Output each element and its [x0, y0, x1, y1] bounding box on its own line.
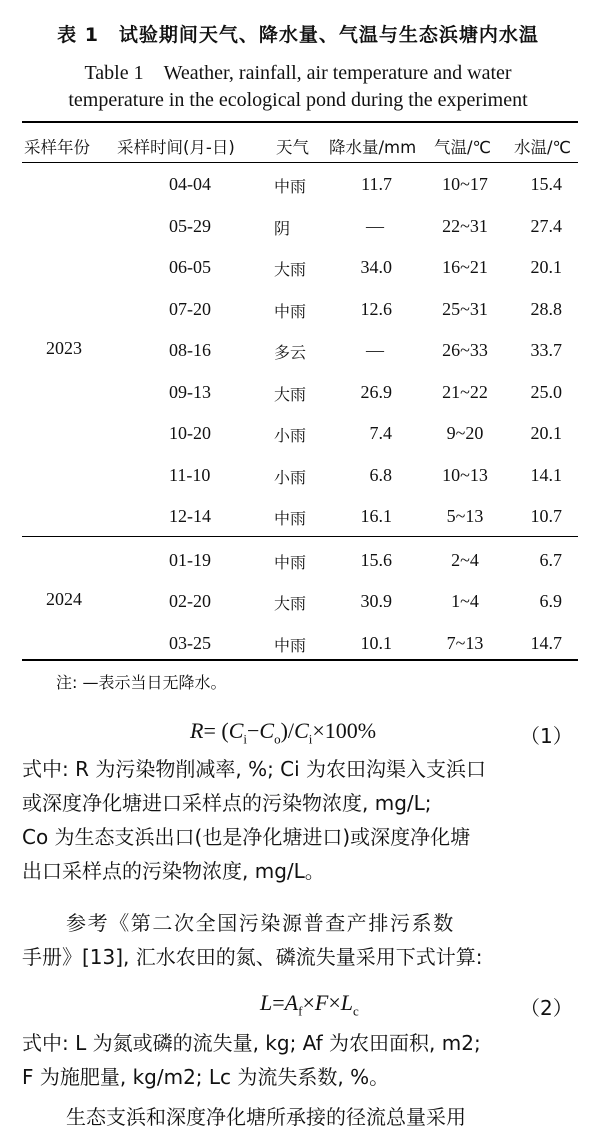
para-reference — [22, 906, 582, 974]
table-cell: 中雨 — [274, 509, 307, 528]
table-cell: 10.7 — [530, 506, 562, 526]
para3-line: 式中: L 为氮或磷的流失量, kg; Af 为农田面积, m2; — [22, 1031, 481, 1055]
table-cell: 7~13 — [446, 632, 484, 653]
table-cell: 7.4 — [369, 423, 392, 443]
header-weather: 天气 — [276, 138, 309, 157]
table-cell: 22~31 — [442, 215, 488, 236]
equation-1-number: （1） — [520, 724, 573, 748]
table-cell: — — [366, 340, 384, 360]
para-runoff: 生态支浜和深度净化塘所承接的径流总量采用 — [66, 1105, 466, 1129]
table-cell: 9~20 — [446, 423, 484, 443]
table-top-rule — [22, 121, 578, 123]
table-cell: 25~31 — [442, 298, 488, 319]
table-cell: 中雨 — [274, 635, 307, 655]
table-cell: 12.6 — [360, 298, 392, 319]
table-cell: — — [366, 215, 384, 236]
equation-2: $L=A_f\times F\times L_c$ — [260, 990, 359, 1019]
table-cell: 06-05 — [169, 257, 211, 277]
table-cell: 04-04 — [169, 174, 211, 194]
table-cell: 1~4 — [451, 591, 479, 611]
para1-line: 出口采样点的污染物浓度, mg/L。 — [22, 859, 325, 883]
table-cell: 大雨 — [274, 384, 307, 404]
table-cell: 33.7 — [530, 340, 562, 360]
table-cell: 26.9 — [360, 381, 392, 402]
header-rainfall: 降水量/mm — [329, 138, 417, 157]
para3-line: F 为施肥量, kg/m2; Lc 为流失系数, %。 — [22, 1065, 390, 1089]
table-cell: 多云 — [274, 343, 307, 362]
table-cell: 6.9 — [539, 591, 562, 611]
table-cell: 11.7 — [361, 174, 392, 194]
para-definitions-1 — [22, 752, 582, 888]
table-cell: 12-14 — [169, 506, 211, 526]
table-cell: 07-20 — [169, 298, 211, 319]
table-cell: 6.8 — [369, 464, 392, 485]
table-cell: 08-16 — [169, 340, 211, 360]
table-note: 注: —表示当日无降水。 — [56, 673, 227, 692]
header-air-temp: 气温/℃ — [434, 138, 492, 157]
header-date: 采样时间(月-日) — [117, 138, 235, 157]
table-cell: 11-10 — [169, 464, 211, 485]
table-cell: 大雨 — [274, 594, 307, 613]
para1-line: 式中: R 为污染物削减率, %; Ci 为农田沟渠入支浜口 — [22, 757, 487, 781]
table-header-rule — [22, 162, 578, 163]
table-cell: 16~21 — [442, 257, 488, 277]
table-cell: 03-25 — [169, 632, 211, 653]
table-cell: 小雨 — [274, 467, 307, 487]
table-cell: 21~22 — [442, 381, 488, 402]
table-year: 2023 — [46, 337, 82, 358]
table-cell: 10.1 — [360, 632, 392, 653]
table-year: 2024 — [46, 588, 82, 609]
table-group-rule — [22, 536, 578, 537]
table-cell: 09-13 — [169, 381, 211, 402]
table-cell: 6.7 — [539, 549, 562, 570]
header-water-temp: 水温/℃ — [514, 138, 572, 157]
table-cell: 14.1 — [530, 464, 562, 485]
table-cell: 15.6 — [360, 549, 392, 570]
header-year: 采样年份 — [24, 138, 90, 157]
table-cell: 20.1 — [530, 257, 562, 277]
table-cell: 中雨 — [274, 301, 307, 321]
table-cell: 26~33 — [442, 340, 488, 360]
para2-line: 参考《第二次全国污染源普查产排污系数 — [66, 911, 455, 935]
table-bottom-rule — [22, 659, 578, 661]
para2-line: 手册》[13], 汇水农田的氮、磷流失量采用下式计算: — [22, 945, 483, 969]
table-cell: 大雨 — [274, 260, 307, 279]
para1-line: Co 为生态支浜出口(也是净化塘进口)或深度净化塘 — [22, 825, 471, 849]
table-cell: 小雨 — [274, 426, 307, 445]
equation-2-number: （2） — [520, 996, 573, 1020]
table-cell: 阴 — [274, 218, 291, 238]
table-cell: 10~13 — [442, 464, 488, 485]
table-cell: 27.4 — [530, 215, 562, 236]
table-caption-cn: 表 1 试验期间天气、降水量、气温与生态浜塘内水温 — [57, 24, 539, 46]
table-caption-en-line1: Table 1 Weather, rainfall, air temperature and water — [84, 62, 512, 84]
para1-line: 或深度净化塘进口采样点的污染物浓度, mg/L; — [22, 791, 432, 815]
table-cell: 28.8 — [530, 298, 562, 319]
table-cell: 中雨 — [274, 552, 307, 572]
table-cell: 中雨 — [274, 177, 307, 196]
table-cell: 10~17 — [442, 174, 488, 194]
table-cell: 25.0 — [530, 381, 562, 402]
table-caption-en-line2: temperature in the ecological pond during the experiment — [68, 89, 528, 111]
table-cell: 5~13 — [446, 506, 484, 526]
table-cell: 20.1 — [530, 423, 562, 443]
table-cell: 01-19 — [169, 549, 211, 570]
table-cell: 2~4 — [451, 549, 479, 570]
para-definitions-2 — [22, 1026, 582, 1094]
table-cell: 34.0 — [360, 257, 392, 277]
table-cell: 16.1 — [360, 506, 392, 526]
table-cell: 30.9 — [360, 591, 392, 611]
table-cell: 10-20 — [169, 423, 211, 443]
table-cell: 05-29 — [169, 215, 211, 236]
table-cell: 15.4 — [530, 174, 562, 194]
table-cell: 14.7 — [530, 632, 562, 653]
equation-1: $R= (C_i-C_o)/C_i\times 100\%$ — [190, 718, 377, 747]
table-cell: 02-20 — [169, 591, 211, 611]
